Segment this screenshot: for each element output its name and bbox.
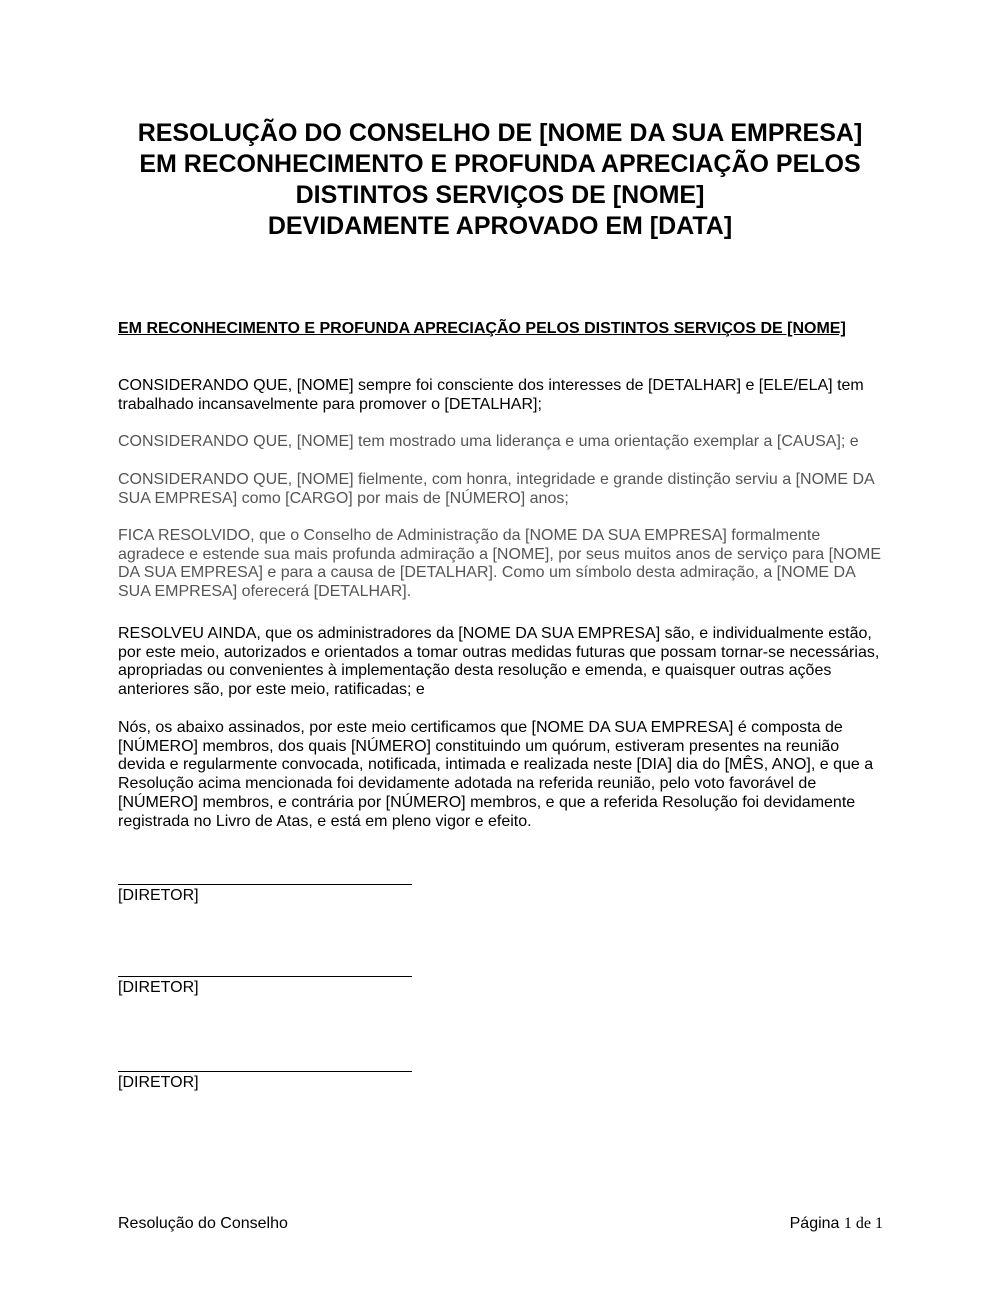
signature-line (118, 1071, 412, 1072)
signature-label: [DIRETOR] (118, 887, 199, 904)
signature-block (118, 1071, 412, 1093)
footer-document-name: Resolução do Conselho (118, 1215, 288, 1232)
signature-label: [DIRETOR] (118, 1074, 199, 1091)
footer-page-indicator (790, 1214, 883, 1234)
paragraph-resolveu-ainda: RESOLVEU AINDA, que os administradores da [NOME DA SUA EMPRESA] são, e individualmente estão, por este meio, autorizados e orientados a tomar outras medidas futuras que possam tornar-se necessárias, apropriadas ou convenientes à implementação desta resolução e emenda, e quaisquer outras ações anteriores são, por este meio, ratificadas; e (118, 625, 880, 699)
signature-line (118, 884, 412, 885)
signature-line (118, 976, 412, 977)
paragraph-certificacao: Nós, os abaixo assinados, por este meio certificamos que [NOME DA SUA EMPRESA] é composta de [NÚMERO] membros, dos quais [NÚMERO] constituindo um quórum, estiveram presentes na reunião devida e regularmente convocada, notificada, intimada e realizada neste [DIA] dia do [MÊS, ANO], e que a Resolução acima mencionada foi devidamente adotada na referida reunião, pelo voto favorável de [NÚMERO] membros, e contrária por [NÚMERO] membros, e que a referida Resolução foi devidamente registrada no Livro de Atas, e está em pleno vigor e efeito. (118, 719, 874, 830)
title-line: DEVIDAMENTE APROVADO EM [DATA] (267, 212, 733, 240)
signature-block (118, 884, 412, 906)
document-title (100, 118, 900, 242)
title-line: DISTINTOS SERVIÇOS DE [NOME] (295, 181, 705, 209)
paragraph-fica-resolvido: FICA RESOLVIDO, que o Conselho de Administração da [NOME DA SUA EMPRESA] formalmente agradece e estende sua mais profunda admiração a [NOME], por seus muitos anos de serviço para [NOME DA SUA EMPRESA] e para a causa de [DETALHAR]. Como um símbolo desta admiração, a [NOME DA SUA EMPRESA] oferecerá [DETALHAR]. (118, 527, 882, 601)
title-line: RESOLUÇÃO DO CONSELHO DE [NOME DA SUA EMPRESA] (137, 119, 863, 147)
page-footer (118, 1214, 883, 1234)
paragraph-considerando-2: CONSIDERANDO QUE, [NOME] tem mostrado uma liderança e uma orientação exemplar a [CAUSA]; e (118, 433, 859, 450)
footer-page-word: Página (789, 1215, 844, 1232)
title-line: EM RECONHECIMENTO E PROFUNDA APRECIAÇÃO PELOS (139, 150, 861, 178)
footer-page-number: 1 de 1 (843, 1215, 883, 1232)
paragraph-considerando-3: CONSIDERANDO QUE, [NOME] fielmente, com honra, integridade e grande distinção serviu a [NOME DA SUA EMPRESA] como [CARGO] por mais de [NÚMERO] anos; (118, 471, 874, 507)
section-heading: EM RECONHECIMENTO E PROFUNDA APRECIAÇÃO PELOS DISTINTOS SERVIÇOS DE [NOME] (118, 320, 846, 337)
paragraph-considerando-1: CONSIDERANDO QUE, [NOME] sempre foi consciente dos interesses de [DETALHAR] e [ELE/ELA] tem trabalhado incansavelmente para promover o [DETALHAR]; (118, 377, 864, 413)
signature-label: [DIRETOR] (118, 979, 199, 996)
signature-block (118, 976, 412, 998)
